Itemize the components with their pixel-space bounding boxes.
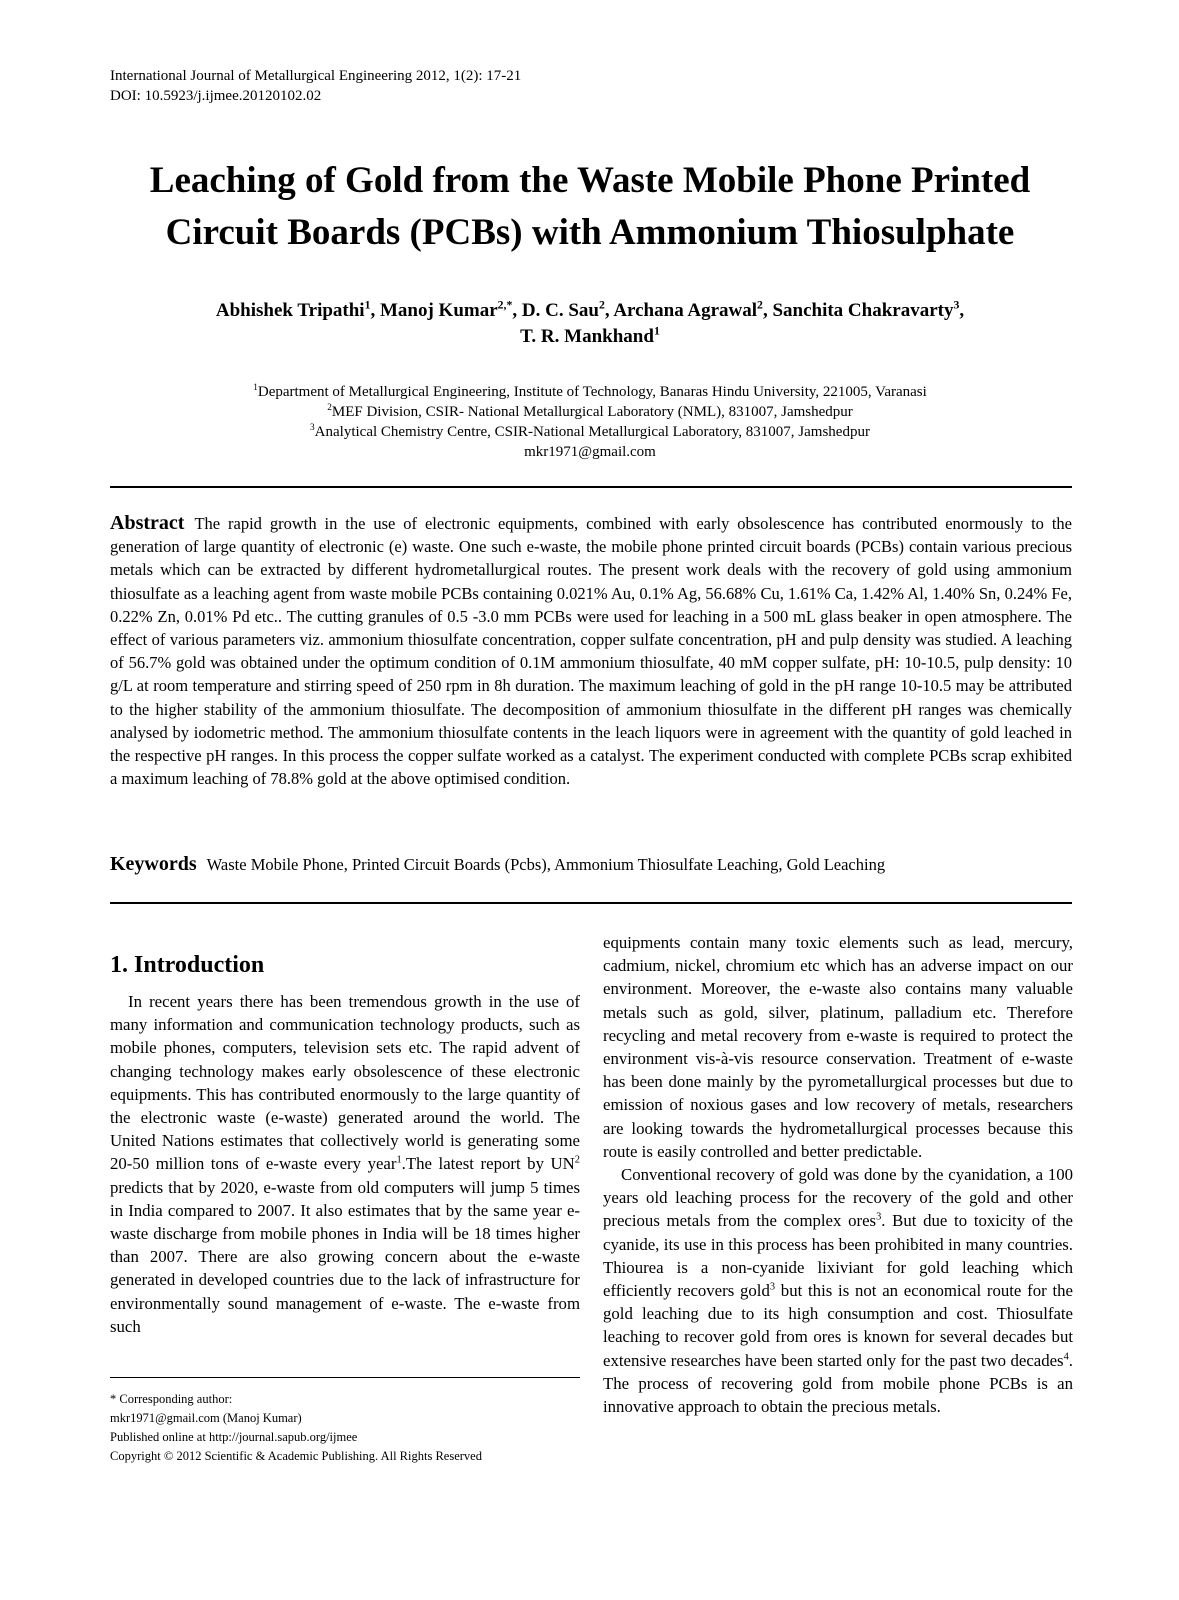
author-affil-mark: 3	[953, 298, 960, 312]
keywords-text: Waste Mobile Phone, Printed Circuit Boards (Pcbs), Ammonium Thiosulfate Leaching, Gold Leaching	[206, 855, 886, 874]
keywords-label: Keywords	[110, 853, 197, 875]
title-line-2: Circuit Boards (PCBs) with Ammonium Thiosulphate	[165, 212, 1015, 253]
contact-email: mkr1971@gmail.com	[524, 444, 656, 460]
intro-paragraph-1-continued: equipments contain many toxic elements such as lead, mercury, cadmium, nickel, chromium etc which has an adverse impact on our environment. Moreover, the e-waste also contains many valuable metals such as gold, silver, platinum, palladium etc. Therefore recycling and metal recovery from e-waste is required to protect the environment vis-à-vis resource conservation. Treatment of e-waste has been done mainly by the pyrometallurgical processes but due to emission of noxious gases and low recovery of metals, researchers are looking towards the hydrometallurgical processes because this route is easily controlled and better predictable.	[603, 933, 1073, 1161]
author-affil-mark: 2,*	[497, 298, 513, 312]
abstract	[110, 512, 1072, 790]
affiliation-1	[110, 382, 1070, 402]
affil-text: Department of Metallurgical Engineering, Institute of Technology, Banaras Hindu University, 221005, Varanasi	[257, 384, 927, 400]
journal-header	[110, 66, 521, 106]
footnote-line: mkr1971@gmail.com (Manoj Kumar)	[110, 1411, 302, 1425]
author-name: Abhishek Tripathi	[215, 300, 365, 321]
title-line-1: Leaching of Gold from the Waste Mobile Phone Printed	[149, 160, 1031, 201]
right-column	[603, 931, 1073, 1418]
footnote-line: Copyright © 2012 Scientific & Academic Publishing. All Rights Reserved	[110, 1449, 482, 1463]
abstract-text: The rapid growth in the use of electronic equipments, combined with early obsolescence has contributed enormously to the generation of large quantity of electronic (e) waste. One such e-waste, the mobile phone printed circuit boards (PCBs) contain various precious metals which can be extracted by different hydrometallurgical routes. The present work deals with the recovery of gold using ammonium thiosulfate as a leaching agent from waste mobile PCBs containing 0.021% Au, 0.1% Ag, 56.68% Cu, 1.61% Ca, 1.42% Al, 1.40% Sn, 0.24% Fe, 0.22% Zn, 0.01% Pd etc.. The cutting granules of 0.5 -3.0 mm PCBs were used for leaching in a 500 mL glass beaker in open atmosphere. The effect of various parameters viz. ammonium thiosulfate concentration, copper sulfate concentration, pH and pulp density was studied. A leaching of 56.7% gold was obtained under the optimum condition of 0.1M ammonium thiosulfate, 40 mM copper sulfate, pH: 10-10.5, pulp density: 10 g/L at room temperature and stirring speed of 250 rpm in 8h duration. The maximum leaching of gold in the pH range 10-10.5 may be attributed to the higher stability of the ammonium thiosulfate. The decomposition of ammonium thiosulfate in the different pH ranges was chemically analysed by iodometric method. The ammonium thiosulfate contents in the leach liquors were in agreement with the quantity of gold leached in the respective pH ranges. In this process the copper sulfate worked as a catalyst. The experiment conducted with complete PCBs scrap exhibited a maximum leaching of 78.8% gold at the above optimised condition.	[110, 514, 1072, 789]
citation-mark: 3	[769, 1281, 776, 1293]
keywords	[110, 852, 1072, 877]
journal-citation: International Journal of Metallurgical Engineering 2012, 1(2): 17-21	[110, 68, 522, 84]
affil-mark: 1	[253, 383, 258, 393]
citation-mark: 2	[574, 1154, 580, 1166]
citation-mark: 4	[1063, 1351, 1069, 1363]
footnote-line: Published online at http://journal.sapub.org/ijmee	[110, 1430, 358, 1444]
author-list	[110, 298, 1070, 350]
abstract-label: Abstract	[110, 512, 185, 534]
text-run: predicts that by 2020, e-waste from old computers will jump 5 times in India compared to 2007. It also estimates that by the same year e-waste discharge from mobile phones in India will be 18 times higher than 2007. There are also growing concern about the e-waste generated in developed countries due to the lack of infrastructure for environmentally sound management of e-waste. The e-waste from such	[110, 1177, 580, 1336]
affil-text: Analytical Chemistry Centre, CSIR-National Metallurgical Laboratory, 831007, Jamshedpur	[314, 424, 870, 440]
doi: DOI: 10.5923/j.ijmee.20120102.02	[110, 88, 322, 104]
affil-mark: 3	[310, 423, 315, 433]
author-name: T. R. Mankhand	[520, 326, 654, 347]
author-line-2	[110, 324, 1070, 350]
author-name: D. C. Sau	[521, 300, 599, 321]
author-affil-mark: 2	[598, 298, 605, 312]
text-run: . The process of recovering gold from mobile phone PCBs is an innovative approach to obtain the precious metals.	[603, 1350, 1073, 1417]
citation-mark: 3	[876, 1211, 882, 1223]
text-run: In recent years there has been tremendous growth in the use of many information and communication technology products, such as mobile phones, computers, television sets etc. The rapid advent of changing technology makes early obsolescence of these electronic equipments. This has contributed enormously to the large quantity of the electronic waste (e-waste) generated around the world. The United Nations estimates that collectively world is generating some 20-50 million tons of e-waste every year	[110, 992, 580, 1174]
section-heading: 1. Introduction	[110, 952, 265, 978]
intro-paragraph-2	[603, 1163, 1073, 1418]
affiliation-3	[110, 422, 1070, 442]
author-affil-mark: 1	[653, 324, 660, 338]
text-run: . But due to toxicity of the cyanide, its use in this process has been prohibited in many countries. Thiourea is a non-cyanide lixiviant for gold leaching which efficiently recovers gold	[603, 1211, 1073, 1301]
left-column	[110, 950, 580, 1338]
divider-bottom	[110, 902, 1072, 904]
author-line-1: Abhishek Tripathi$^1$, Manoj Kumar$^{2,*}$, D. C. Sau$^2$, Archana Agrawal$^2$, Sanchita Chakravarty$^3$,	[215, 298, 965, 321]
footnote-divider	[110, 1377, 580, 1378]
affil-text: MEF Division, CSIR- National Metallurgical Laboratory (NML), 831007, Jamshedpur	[331, 404, 853, 420]
text-run: but this is not an economical route for the gold leaching due to its high consumption and cost. Thiosulfate leaching to recover gold from ores is known for several decades but extensive researches have been started only for the past two decades	[603, 1281, 1073, 1370]
paper-title	[70, 155, 1110, 259]
citation-mark: 1	[396, 1154, 402, 1166]
footnote-line: * Corresponding author:	[110, 1392, 233, 1406]
affiliation-2	[110, 402, 1070, 422]
intro-paragraph-1	[110, 990, 580, 1338]
affiliations	[110, 382, 1070, 462]
author-name: Sanchita Chakravarty	[772, 300, 954, 321]
affil-mark: 2	[327, 403, 332, 413]
text-run: .The latest report by UN	[401, 1154, 575, 1174]
author-affil-mark: 1	[364, 298, 371, 312]
divider-top	[110, 486, 1072, 488]
author-name: Archana Agrawal	[613, 300, 758, 321]
author-name: Manoj Kumar	[379, 300, 498, 321]
footnote	[110, 1390, 482, 1466]
text-run: Conventional recovery of gold was done by the cyanidation, a 100 years old leaching process for the recovery of the gold and other precious metals from the complex ores	[603, 1165, 1073, 1231]
author-affil-mark: 2	[757, 298, 763, 312]
